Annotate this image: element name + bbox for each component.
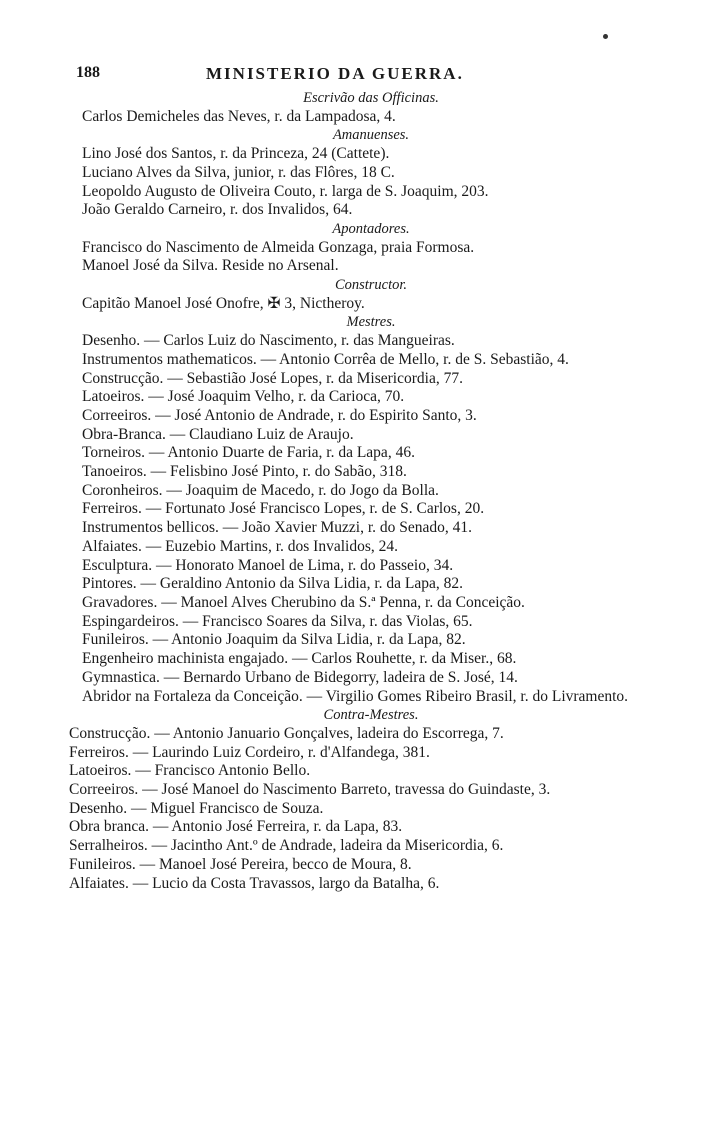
section-heading-mestres: Mestres. <box>346 314 396 331</box>
list-item: Correeiros. — José Manoel do Nascimento Barreto, travessa do Guindaste, 3. <box>69 781 551 799</box>
list-item: Obra branca. — Antonio José Ferreira, r. da Lapa, 83. <box>69 818 403 836</box>
list-item: Alfaiates. — Lucio da Costa Travassos, largo da Batalha, 6. <box>69 874 440 892</box>
list-item: Funileiros. — Antonio Joaquim da Silva Lidia, r. da Lapa, 82. <box>82 631 466 649</box>
list-item: Pintores. — Geraldino Antonio da Silva Lidia, r. da Lapa, 82. <box>82 575 463 593</box>
list-item: Espingardeiros. — Francisco Soares da Silva, r. das Violas, 65. <box>82 612 473 630</box>
section-heading-constructor: Constructor. <box>334 277 408 294</box>
list-item: Coronheiros. — Joaquim de Macedo, r. do Jogo da Bolla. <box>82 481 439 499</box>
list-item: Torneiros. — Antonio Duarte de Faria, r. da Lapa, 46. <box>82 444 415 462</box>
list-item: Ferreiros. — Fortunato José Francisco Lopes, r. de S. Carlos, 20. <box>82 500 485 518</box>
list-item: Construcção. — Antonio Januario Gonçalves, ladeira do Escorrega, 7. <box>69 724 504 742</box>
list-item: Lino José dos Santos, r. da Princeza, 24 (Cattete). <box>82 145 390 163</box>
list-item: Desenho. — Carlos Luiz do Nascimento, r. das Mangueiras. <box>82 332 455 350</box>
list-item: Luciano Alves da Silva, junior, r. das Flôres, 18 C. <box>82 163 395 181</box>
page-header <box>76 64 665 88</box>
list-item: Abridor na Fortaleza da Conceição. — Virgilio Gomes Ribeiro Brasil, r. do Livramento. <box>82 687 629 705</box>
list-item: Latoeiros. — José Joaquim Velho, r. da Carioca, 70. <box>82 388 405 406</box>
list-item: Instrumentos mathematicos. — Antonio Corrêa de Mello, r. de S. Sebastião, 4. <box>82 350 569 368</box>
page-number: 188 <box>76 64 100 81</box>
section-heading-escrivao: Escrivão das Officinas. <box>303 90 439 106</box>
section-heading-amanuenses: Amanuenses. <box>332 127 410 144</box>
list-item: Carlos Demicheles das Neves, r. da Lampadosa, 4. <box>82 107 396 125</box>
list-item: Latoeiros. — Francisco Antonio Bello. <box>69 762 311 780</box>
list-item: Engenheiro machinista engajado. — Carlos Rouhette, r. da Miser., 68. <box>82 650 517 668</box>
section-heading-contra-mestres: Contra-Mestres. <box>323 707 419 724</box>
list-item: Instrumentos bellicos. — João Xavier Muzzi, r. do Senado, 41. <box>82 519 473 537</box>
list-item: Construcção. — Sebastião José Lopes, r. da Misericordia, 77. <box>82 369 463 387</box>
list-item: Desenho. — Miguel Francisco de Souza. <box>69 799 324 817</box>
list-item: Tanoeiros. — Felisbino José Pinto, r. do Sabão, 318. <box>82 463 407 481</box>
page-body <box>69 89 660 893</box>
list-item: Funileiros. — Manoel José Pereira, becco de Moura, 8. <box>69 855 412 873</box>
list-item: Gymnastica. — Bernardo Urbano de Bidegorry, ladeira de S. José, 14. <box>82 668 518 686</box>
list-item: Ferreiros. — Laurindo Luiz Cordeiro, r. d'Alfandega, 381. <box>69 743 430 761</box>
list-item: Capitão Manoel José Onofre, ✠ 3, Nictheroy. <box>82 294 365 312</box>
running-title: MINISTERIO DA GUERRA. <box>206 64 464 83</box>
list-item: João Geraldo Carneiro, r. dos Invalidos, 64. <box>82 201 353 219</box>
list-item: Correeiros. — José Antonio de Andrade, r. do Espirito Santo, 3. <box>82 406 477 424</box>
list-item: Francisco do Nascimento de Almeida Gonzaga, praia Formosa. <box>82 238 475 256</box>
list-item: Gravadores. — Manoel Alves Cherubino da S.ª Penna, r. da Conceição. <box>82 593 525 611</box>
list-item: Leopoldo Augusto de Oliveira Couto, r. larga de S. Joaquim, 203. <box>82 182 489 200</box>
list-item: Esculptura. — Honorato Manoel de Lima, r. do Passeio, 34. <box>82 556 454 574</box>
list-item: Obra-Branca. — Claudiano Luiz de Araujo. <box>82 425 354 443</box>
ink-speck <box>603 34 608 39</box>
list-item: Manoel José da Silva. Reside no Arsenal. <box>82 257 339 275</box>
section-heading-apontadores: Apontadores. <box>332 220 410 237</box>
list-item: Alfaiates. — Euzebio Martins, r. dos Invalidos, 24. <box>82 537 398 555</box>
list-item: Serralheiros. — Jacintho Ant.º de Andrade, ladeira da Misericordia, 6. <box>69 837 504 855</box>
